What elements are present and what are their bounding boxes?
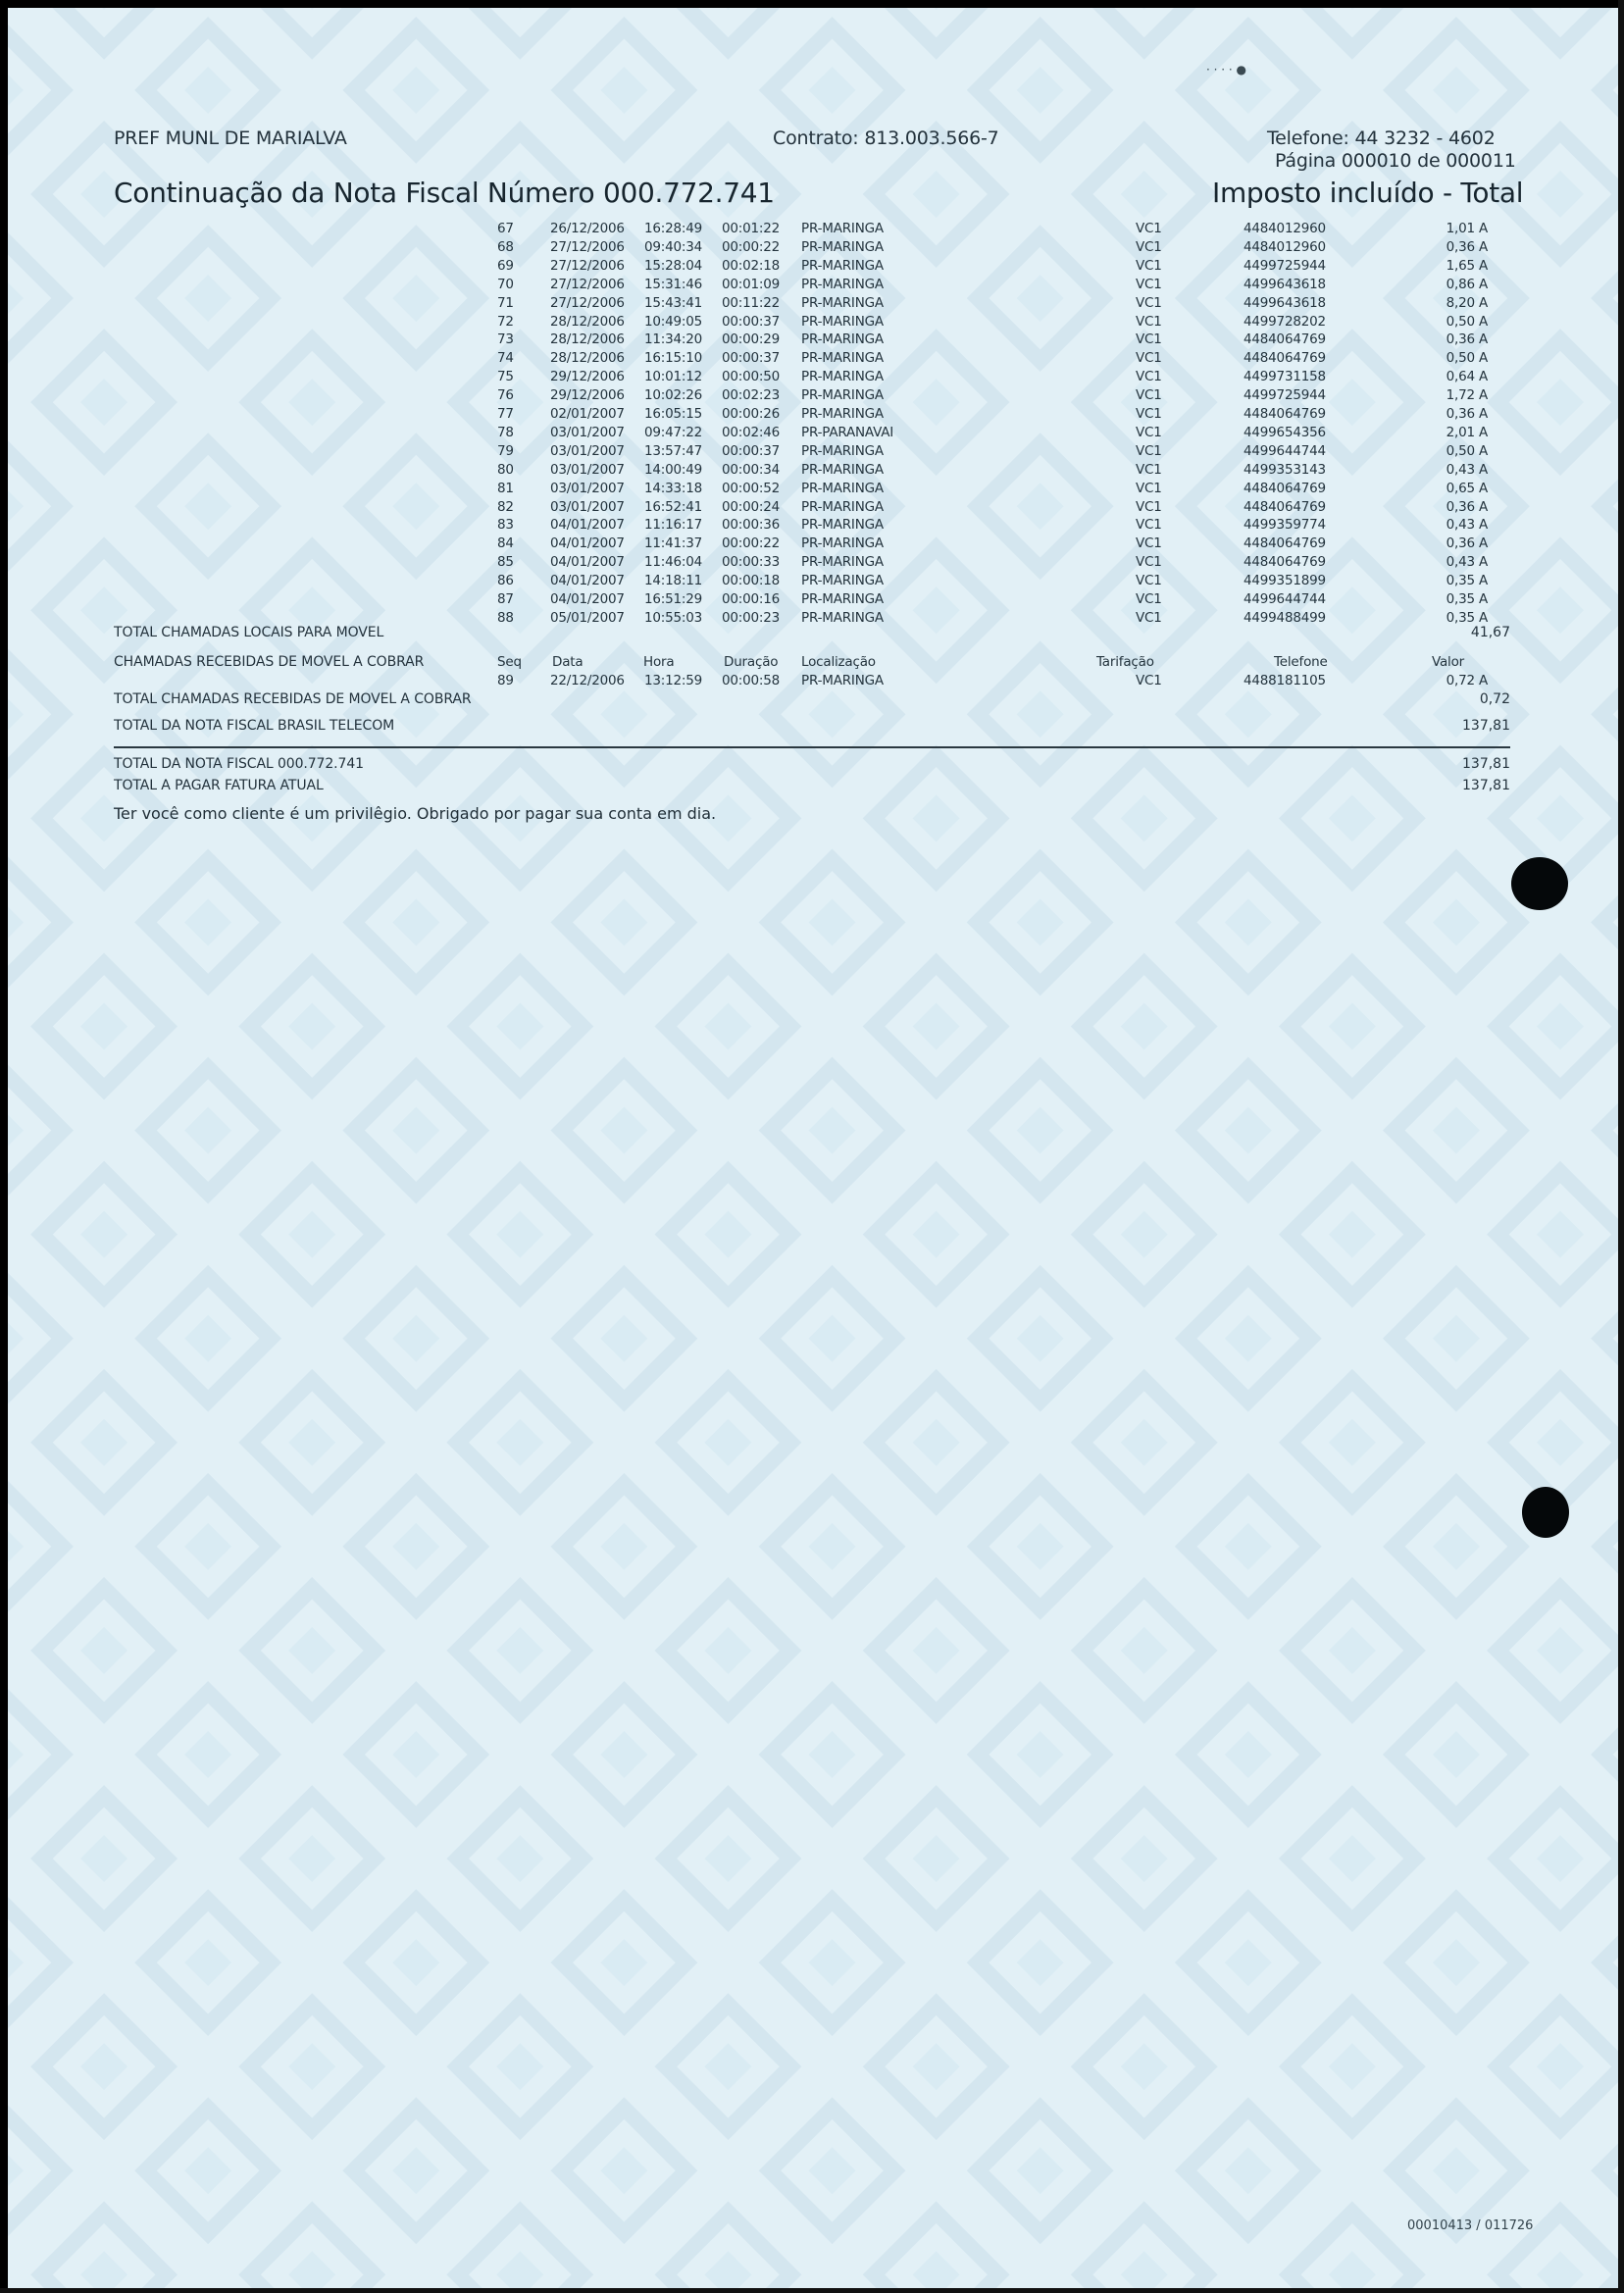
call-location: PR-MARINGA — [801, 535, 884, 552]
call-seq: 70 — [497, 276, 514, 292]
tax-note: Imposto incluído - Total — [1212, 177, 1524, 209]
collect-duration: 00:00:58 — [722, 673, 781, 688]
call-phone: 4484064769 — [1243, 498, 1326, 515]
call-date: 03/01/2007 — [550, 461, 625, 478]
call-date: 28/12/2006 — [550, 313, 625, 330]
call-phone: 4499353143 — [1243, 461, 1326, 478]
call-seq: 74 — [497, 350, 514, 367]
call-row — [0, 277, 1624, 295]
call-duration: 00:00:22 — [722, 535, 781, 552]
invoice-total-label: TOTAL DA NOTA FISCAL 000.772.741 — [114, 756, 364, 772]
col-header-tariff: Tarifação — [1096, 654, 1154, 670]
col-header-duration: Duração — [724, 654, 779, 670]
call-date: 27/12/2006 — [550, 257, 625, 274]
call-time: 16:15:10 — [644, 350, 703, 367]
call-phone: 4499725944 — [1243, 257, 1326, 274]
call-phone: 4499725944 — [1243, 387, 1326, 404]
call-location: PR-MARINGA — [801, 294, 884, 311]
phone-number: Telefone: 44 3232 - 4602 — [1267, 127, 1496, 149]
scan-border-left — [0, 0, 8, 2293]
call-time: 10:01:12 — [644, 369, 703, 385]
page-title: Continuação da Nota Fiscal Número 000.772.741 — [114, 177, 775, 209]
call-time: 14:18:11 — [644, 573, 703, 589]
thank-you-message: Ter você como cliente é um privilêgio. Obrigado por pagar sua conta em dia. — [114, 804, 717, 823]
call-value: 1,65 A — [1446, 257, 1488, 274]
page-info: Página 000010 de 000011 — [1275, 150, 1516, 172]
call-duration: 00:00:37 — [722, 313, 781, 330]
call-duration: 00:00:36 — [722, 517, 781, 534]
call-time: 16:51:29 — [644, 591, 703, 607]
call-tariff: VC1 — [1136, 350, 1162, 367]
call-seq: 88 — [497, 609, 514, 626]
collect-tariff: VC1 — [1136, 673, 1162, 688]
collect-value: 0,72 A — [1446, 673, 1488, 688]
call-duration: 00:00:26 — [722, 406, 781, 422]
call-location: PR-MARINGA — [801, 331, 884, 348]
call-value: 0,50 A — [1446, 313, 1488, 330]
call-date: 04/01/2007 — [550, 517, 625, 534]
call-tariff: VC1 — [1136, 573, 1162, 589]
call-row — [0, 443, 1624, 462]
call-row — [0, 314, 1624, 332]
call-tariff: VC1 — [1136, 442, 1162, 459]
call-phone: 4484012960 — [1243, 238, 1326, 255]
call-phone: 4499644744 — [1243, 591, 1326, 607]
call-value: 0,43 A — [1446, 517, 1488, 534]
call-time: 16:05:15 — [644, 406, 703, 422]
call-seq: 75 — [497, 369, 514, 385]
col-header-seq: Seq — [497, 654, 522, 670]
call-value: 0,35 A — [1446, 591, 1488, 607]
call-row — [0, 258, 1624, 277]
call-date: 03/01/2007 — [550, 442, 625, 459]
call-duration: 00:00:24 — [722, 498, 781, 515]
call-time: 11:16:17 — [644, 517, 703, 534]
call-duration: 00:00:29 — [722, 331, 781, 348]
call-duration: 00:00:33 — [722, 554, 781, 571]
call-date: 05/01/2007 — [550, 609, 625, 626]
call-seq: 73 — [497, 331, 514, 348]
call-date: 28/12/2006 — [550, 350, 625, 367]
call-duration: 00:00:16 — [722, 591, 781, 607]
call-tariff: VC1 — [1136, 369, 1162, 385]
call-date: 03/01/2007 — [550, 424, 625, 440]
call-row — [0, 425, 1624, 443]
call-tariff: VC1 — [1136, 609, 1162, 626]
call-time: 15:43:41 — [644, 294, 703, 311]
collect-seq: 89 — [497, 673, 514, 688]
call-location: PR-MARINGA — [801, 461, 884, 478]
call-value: 0,35 A — [1446, 573, 1488, 589]
call-tariff: VC1 — [1136, 221, 1162, 236]
call-duration: 00:02:46 — [722, 424, 781, 440]
call-seq: 80 — [497, 461, 514, 478]
call-seq: 83 — [497, 517, 514, 534]
call-row — [0, 369, 1624, 387]
call-tariff: VC1 — [1136, 238, 1162, 255]
call-time: 10:02:26 — [644, 387, 703, 404]
call-phone: 4499654356 — [1243, 424, 1326, 440]
call-time: 15:28:04 — [644, 257, 703, 274]
call-seq: 76 — [497, 387, 514, 404]
total-collect-value: 0,72 — [1479, 691, 1510, 707]
call-location: PR-MARINGA — [801, 257, 884, 274]
scan-border-top — [0, 0, 1624, 8]
collect-location: PR-MARINGA — [801, 673, 884, 688]
call-seq: 86 — [497, 573, 514, 589]
collect-call-row — [0, 673, 1624, 691]
call-row — [0, 535, 1624, 554]
call-duration: 00:00:50 — [722, 369, 781, 385]
call-value: 1,72 A — [1446, 387, 1488, 404]
call-duration: 00:01:22 — [722, 221, 781, 236]
total-collect-label: TOTAL CHAMADAS RECEBIDAS DE MOVEL A COBRAR — [114, 691, 472, 707]
call-phone: 4484064769 — [1243, 350, 1326, 367]
call-date: 03/01/2007 — [550, 480, 625, 496]
call-seq: 78 — [497, 424, 514, 440]
call-time: 13:57:47 — [644, 442, 703, 459]
call-phone: 4499359774 — [1243, 517, 1326, 534]
call-location: PR-MARINGA — [801, 387, 884, 404]
call-tariff: VC1 — [1136, 406, 1162, 422]
call-row — [0, 221, 1624, 239]
scan-border-bottom — [0, 2288, 1624, 2293]
call-value: 0,36 A — [1446, 535, 1488, 552]
call-phone: 4499728202 — [1243, 313, 1326, 330]
call-value: 0,86 A — [1446, 276, 1488, 292]
call-date: 27/12/2006 — [550, 294, 625, 311]
call-row — [0, 554, 1624, 573]
call-tariff: VC1 — [1136, 554, 1162, 571]
call-location: PR-PARANAVAI — [801, 424, 894, 440]
call-tariff: VC1 — [1136, 480, 1162, 496]
call-value: 8,20 A — [1446, 294, 1488, 311]
col-header-date: Data — [552, 654, 584, 670]
call-duration: 00:00:22 — [722, 238, 781, 255]
call-row — [0, 406, 1624, 425]
call-row — [0, 462, 1624, 481]
call-row — [0, 387, 1624, 406]
call-location: PR-MARINGA — [801, 442, 884, 459]
call-date: 28/12/2006 — [550, 331, 625, 348]
col-header-time: Hora — [643, 654, 675, 670]
call-seq: 82 — [497, 498, 514, 515]
call-phone: 4499488499 — [1243, 609, 1326, 626]
call-location: PR-MARINGA — [801, 609, 884, 626]
call-duration: 00:00:37 — [722, 350, 781, 367]
call-time: 10:55:03 — [644, 609, 703, 626]
call-location: PR-MARINGA — [801, 221, 884, 236]
total-brasil-telecom-label: TOTAL DA NOTA FISCAL BRASIL TELECOM — [114, 718, 395, 734]
call-phone: 4499731158 — [1243, 369, 1326, 385]
pay-total-value: 137,81 — [1462, 778, 1510, 793]
call-value: 0,36 A — [1446, 331, 1488, 348]
call-phone: 4499351899 — [1243, 573, 1326, 589]
scan-border-right — [1618, 0, 1624, 2293]
call-phone: 4484064769 — [1243, 331, 1326, 348]
call-row — [0, 573, 1624, 591]
pay-total-label: TOTAL A PAGAR FATURA ATUAL — [114, 778, 324, 793]
col-header-location: Localização — [801, 654, 876, 670]
call-phone: 4484064769 — [1243, 554, 1326, 571]
collect-phone: 4488181105 — [1243, 673, 1326, 688]
call-value: 2,01 A — [1446, 424, 1488, 440]
call-duration: 00:00:34 — [722, 461, 781, 478]
call-location: PR-MARINGA — [801, 406, 884, 422]
call-location: PR-MARINGA — [801, 369, 884, 385]
call-row — [0, 499, 1624, 518]
call-seq: 71 — [497, 294, 514, 311]
call-seq: 67 — [497, 221, 514, 236]
call-time: 16:28:49 — [644, 221, 703, 236]
call-tariff: VC1 — [1136, 276, 1162, 292]
document-code: 00010413 / 011726 — [1407, 2218, 1534, 2233]
call-time: 11:41:37 — [644, 535, 703, 552]
call-time: 09:47:22 — [644, 424, 703, 440]
punch-hole-bottom — [1522, 1487, 1569, 1538]
call-location: PR-MARINGA — [801, 313, 884, 330]
call-seq: 77 — [497, 406, 514, 422]
call-location: PR-MARINGA — [801, 573, 884, 589]
call-value: 1,01 A — [1446, 221, 1488, 236]
call-seq: 81 — [497, 480, 514, 496]
call-time: 14:00:49 — [644, 461, 703, 478]
call-seq: 84 — [497, 535, 514, 552]
collect-date: 22/12/2006 — [550, 673, 625, 688]
call-row — [0, 591, 1624, 610]
call-seq: 69 — [497, 257, 514, 274]
call-location: PR-MARINGA — [801, 480, 884, 496]
call-row — [0, 331, 1624, 350]
call-tariff: VC1 — [1136, 461, 1162, 478]
call-value: 0,43 A — [1446, 554, 1488, 571]
call-seq: 72 — [497, 313, 514, 330]
call-seq: 87 — [497, 591, 514, 607]
col-header-value: Valor — [1432, 654, 1465, 670]
call-location: PR-MARINGA — [801, 350, 884, 367]
call-duration: 00:00:37 — [722, 442, 781, 459]
call-date: 02/01/2007 — [550, 406, 625, 422]
call-duration: 00:02:23 — [722, 387, 781, 404]
call-duration: 00:02:18 — [722, 257, 781, 274]
call-location: PR-MARINGA — [801, 276, 884, 292]
total-local-label: TOTAL CHAMADAS LOCAIS PARA MOVEL — [114, 625, 384, 640]
col-header-phone: Telefone — [1274, 654, 1328, 670]
call-date: 04/01/2007 — [550, 591, 625, 607]
call-value: 0,50 A — [1446, 442, 1488, 459]
call-value: 0,36 A — [1446, 238, 1488, 255]
call-value: 0,35 A — [1446, 609, 1488, 626]
call-date: 29/12/2006 — [550, 369, 625, 385]
call-time: 16:52:41 — [644, 498, 703, 515]
call-tariff: VC1 — [1136, 535, 1162, 552]
collect-section-label: CHAMADAS RECEBIDAS DE MOVEL A COBRAR — [114, 654, 425, 670]
total-brasil-telecom-value: 137,81 — [1462, 718, 1510, 734]
call-location: PR-MARINGA — [801, 554, 884, 571]
call-tariff: VC1 — [1136, 498, 1162, 515]
scan-specks: · · · · ● — [1206, 63, 1246, 76]
call-duration: 00:00:18 — [722, 573, 781, 589]
call-tariff: VC1 — [1136, 591, 1162, 607]
total-local-value: 41,67 — [1470, 625, 1510, 640]
call-time: 09:40:34 — [644, 238, 703, 255]
call-date: 04/01/2007 — [550, 573, 625, 589]
call-phone: 4484064769 — [1243, 406, 1326, 422]
collect-column-headers — [0, 654, 1624, 673]
call-phone: 4499643618 — [1243, 276, 1326, 292]
call-location: PR-MARINGA — [801, 238, 884, 255]
invoice-total-value: 137,81 — [1462, 756, 1510, 772]
collect-time: 13:12:59 — [644, 673, 703, 688]
call-time: 15:31:46 — [644, 276, 703, 292]
call-phone: 4499643618 — [1243, 294, 1326, 311]
punch-hole-top — [1511, 857, 1568, 910]
call-value: 0,43 A — [1446, 461, 1488, 478]
call-phone: 4484012960 — [1243, 221, 1326, 236]
call-phone: 4484064769 — [1243, 535, 1326, 552]
call-seq: 79 — [497, 442, 514, 459]
call-time: 14:33:18 — [644, 480, 703, 496]
call-value: 0,36 A — [1446, 498, 1488, 515]
call-seq: 68 — [497, 238, 514, 255]
contract-number: Contrato: 813.003.566-7 — [773, 127, 999, 149]
call-location: PR-MARINGA — [801, 591, 884, 607]
call-time: 11:46:04 — [644, 554, 703, 571]
summary-divider — [114, 746, 1510, 748]
call-phone: 4484064769 — [1243, 480, 1326, 496]
call-tariff: VC1 — [1136, 331, 1162, 348]
call-value: 0,64 A — [1446, 369, 1488, 385]
call-row — [0, 239, 1624, 258]
call-duration: 00:11:22 — [722, 294, 781, 311]
call-tariff: VC1 — [1136, 517, 1162, 534]
call-row — [0, 295, 1624, 314]
call-date: 03/01/2007 — [550, 498, 625, 515]
call-tariff: VC1 — [1136, 294, 1162, 311]
call-phone: 4499644744 — [1243, 442, 1326, 459]
call-location: PR-MARINGA — [801, 517, 884, 534]
call-value: 0,36 A — [1446, 406, 1488, 422]
call-time: 10:49:05 — [644, 313, 703, 330]
call-value: 0,50 A — [1446, 350, 1488, 367]
call-date: 04/01/2007 — [550, 535, 625, 552]
call-date: 04/01/2007 — [550, 554, 625, 571]
call-value: 0,65 A — [1446, 480, 1488, 496]
call-tariff: VC1 — [1136, 313, 1162, 330]
call-row — [0, 481, 1624, 499]
call-row — [0, 517, 1624, 535]
call-tariff: VC1 — [1136, 257, 1162, 274]
call-tariff: VC1 — [1136, 387, 1162, 404]
call-duration: 00:01:09 — [722, 276, 781, 292]
call-duration: 00:00:23 — [722, 609, 781, 626]
call-row — [0, 350, 1624, 369]
call-seq: 85 — [497, 554, 514, 571]
call-date: 27/12/2006 — [550, 238, 625, 255]
customer-name: PREF MUNL DE MARIALVA — [114, 127, 347, 149]
call-location: PR-MARINGA — [801, 498, 884, 515]
call-date: 29/12/2006 — [550, 387, 625, 404]
call-date: 26/12/2006 — [550, 221, 625, 236]
call-tariff: VC1 — [1136, 424, 1162, 440]
call-time: 11:34:20 — [644, 331, 703, 348]
call-date: 27/12/2006 — [550, 276, 625, 292]
call-duration: 00:00:52 — [722, 480, 781, 496]
